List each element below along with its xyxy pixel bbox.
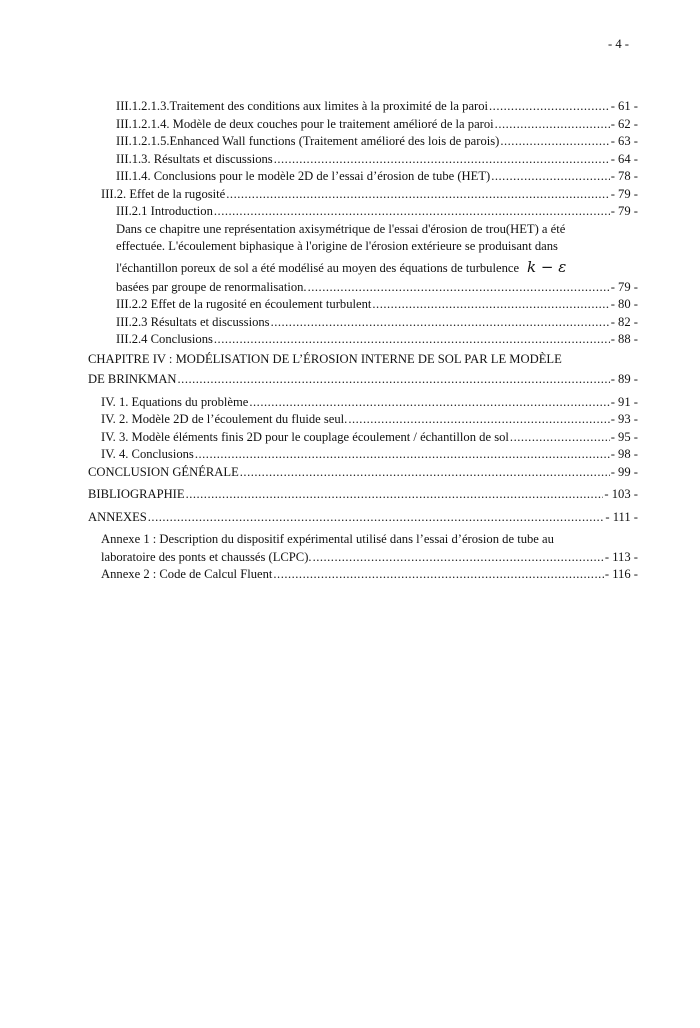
dot-leader [313,549,604,567]
toc-entry[interactable] [88,464,638,482]
toc-entry-label: III.1.3. Résultats et discussions [116,151,273,166]
toc-entry[interactable] [88,446,638,464]
dot-leader [500,133,609,151]
dot-leader [273,566,604,584]
dot-leader [489,98,610,116]
toc-entry[interactable] [88,186,638,204]
toc-entry-label: laboratoire des ponts et chaussés (LCPC). [101,549,312,564]
toc-entry[interactable] [88,429,638,447]
dot-leader [148,509,605,527]
toc-chapter-title: CHAPITRE IV : MODÉLISATION DE L’ÉROSION INTERNE DE SOL PAR LE MODÈLE [88,351,562,366]
toc-entry-page: - 98 - [610,447,638,461]
dot-leader [178,371,610,389]
toc-annex-entry[interactable] [88,531,638,566]
toc-entry-page: - 62 - [610,116,638,131]
dot-leader [491,168,609,186]
toc-paragraph-text: l'échantillon poreux de sol a été modélisé au moyen des équations de turbulence [116,260,520,275]
toc-entry[interactable] [88,203,638,221]
dot-leader [249,394,609,412]
toc-entry[interactable] [88,486,638,504]
toc-entry-page: - 111 - [605,509,638,524]
toc-paragraph-line [116,256,638,279]
toc-annex-title: Annexe 1 : Description du dispositif expérimental utilisé dans l’essai d’érosion de tube au [101,532,554,546]
toc-entry [101,549,638,567]
toc-entry-label: Annexe 2 : Code de Calcul Fluent [101,567,273,581]
dot-leader [226,186,609,204]
dot-leader [274,151,610,169]
toc-entry-page: - 82 - [610,314,638,329]
toc-entry[interactable] [88,411,638,429]
toc-chapter-entry[interactable] [88,351,638,389]
dot-leader [186,486,604,504]
dot-leader [195,446,610,464]
toc-entry-label: IV. 4. Conclusions [101,447,194,461]
toc-entry [116,279,638,297]
toc-entry-page: - 79 - [610,204,638,218]
dot-leader [214,331,610,349]
toc-entry-page: - 103 - [604,487,638,501]
toc-entry-label: III.2.1 Introduction [116,204,213,218]
k-epsilon-formula: k − ε [527,257,567,276]
toc-entry[interactable] [88,394,638,412]
toc-entry-label: III.1.2.1.5.Enhanced Wall functions (Traitement amélioré des lois de parois) [116,134,500,148]
table-of-contents [88,98,638,584]
toc-entry-page: - 79 - [610,186,638,201]
toc-entry-label: IV. 3. Modèle éléments finis 2D pour le couplage écoulement / échantillon de sol [101,429,509,444]
toc-entry[interactable] [88,509,638,527]
toc-entry-label: basées par groupe de renormalisation. [116,279,307,294]
toc-entry[interactable] [88,331,638,349]
toc-entry[interactable] [88,168,638,186]
toc-entry[interactable] [88,151,638,169]
toc-entry-label: III.2.4 Conclusions [116,332,213,346]
toc-entry-page: - 113 - [604,549,638,564]
toc-entry-page: - 99 - [610,464,638,479]
dot-leader [240,464,610,482]
toc-entry[interactable] [88,133,638,151]
toc-entry-paragraph[interactable] [88,221,638,297]
page-number: - 4 - [608,37,629,51]
toc-entry-page: - 91 - [610,394,638,409]
toc-entry-page: - 93 - [610,412,638,426]
toc-entry-page: - 63 - [610,134,638,148]
toc-entry-page: - 78 - [610,169,638,183]
toc-entry-page: - 89 - [610,372,638,386]
toc-entry-label: III.2. Effet de la rugosité [101,186,226,201]
toc-entry-label: III.1.2.1.4. Modèle de deux couches pour le traitement amélioré de la paroi [116,116,494,131]
toc-entry-page: - 95 - [610,429,638,444]
toc-entry[interactable] [88,116,638,134]
toc-entry-label: III.1.2.1.3.Traitement des conditions aux limites à la proximité de la paroi [116,99,489,113]
dot-leader [271,314,610,332]
toc-paragraph-line: effectuée. L'écoulement biphasique à l'origine de l'érosion extérieure se produisant dans [116,239,558,253]
toc-entry[interactable] [88,98,638,116]
toc-entry-label: DE BRINKMAN [88,372,177,386]
dot-leader [510,429,610,447]
toc-entry-label: III.2.3 Résultats et discussions [116,314,270,329]
toc-entry-page: - 116 - [604,567,638,581]
toc-entry-label: III.1.4. Conclusions pour le modèle 2D de l’essai d’érosion de tube (HET) [116,169,491,183]
toc-entry-label: BIBLIOGRAPHIE [88,487,185,501]
toc-entry-page: - 79 - [610,279,638,294]
toc-entry-label: III.2.2 Effet de la rugosité en écoulement turbulent [116,297,372,311]
toc-entry-page: - 61 - [610,99,638,113]
toc-entry-page: - 80 - [610,297,638,311]
toc-entry-label: CONCLUSION GÉNÉRALE [88,464,239,479]
toc-entry-page: - 88 - [610,332,638,346]
dot-leader [348,411,609,429]
toc-paragraph-line: Dans ce chapitre une représentation axisymétrique de l'essai d'érosion de trou(HET) a été [116,221,566,236]
toc-entry [88,371,638,389]
toc-entry[interactable] [88,566,638,584]
dot-leader [495,116,610,134]
toc-entry[interactable] [88,314,638,332]
dot-leader [372,296,609,314]
dot-leader [214,203,610,221]
toc-entry-label: IV. 2. Modèle 2D de l’écoulement du fluide seul. [101,412,348,426]
dot-leader [308,279,610,297]
toc-entry-page: - 64 - [610,151,638,166]
toc-entry[interactable] [88,296,638,314]
toc-entry-label: ANNEXES [88,509,147,524]
toc-entry-label: IV. 1. Equations du problème [101,394,249,409]
